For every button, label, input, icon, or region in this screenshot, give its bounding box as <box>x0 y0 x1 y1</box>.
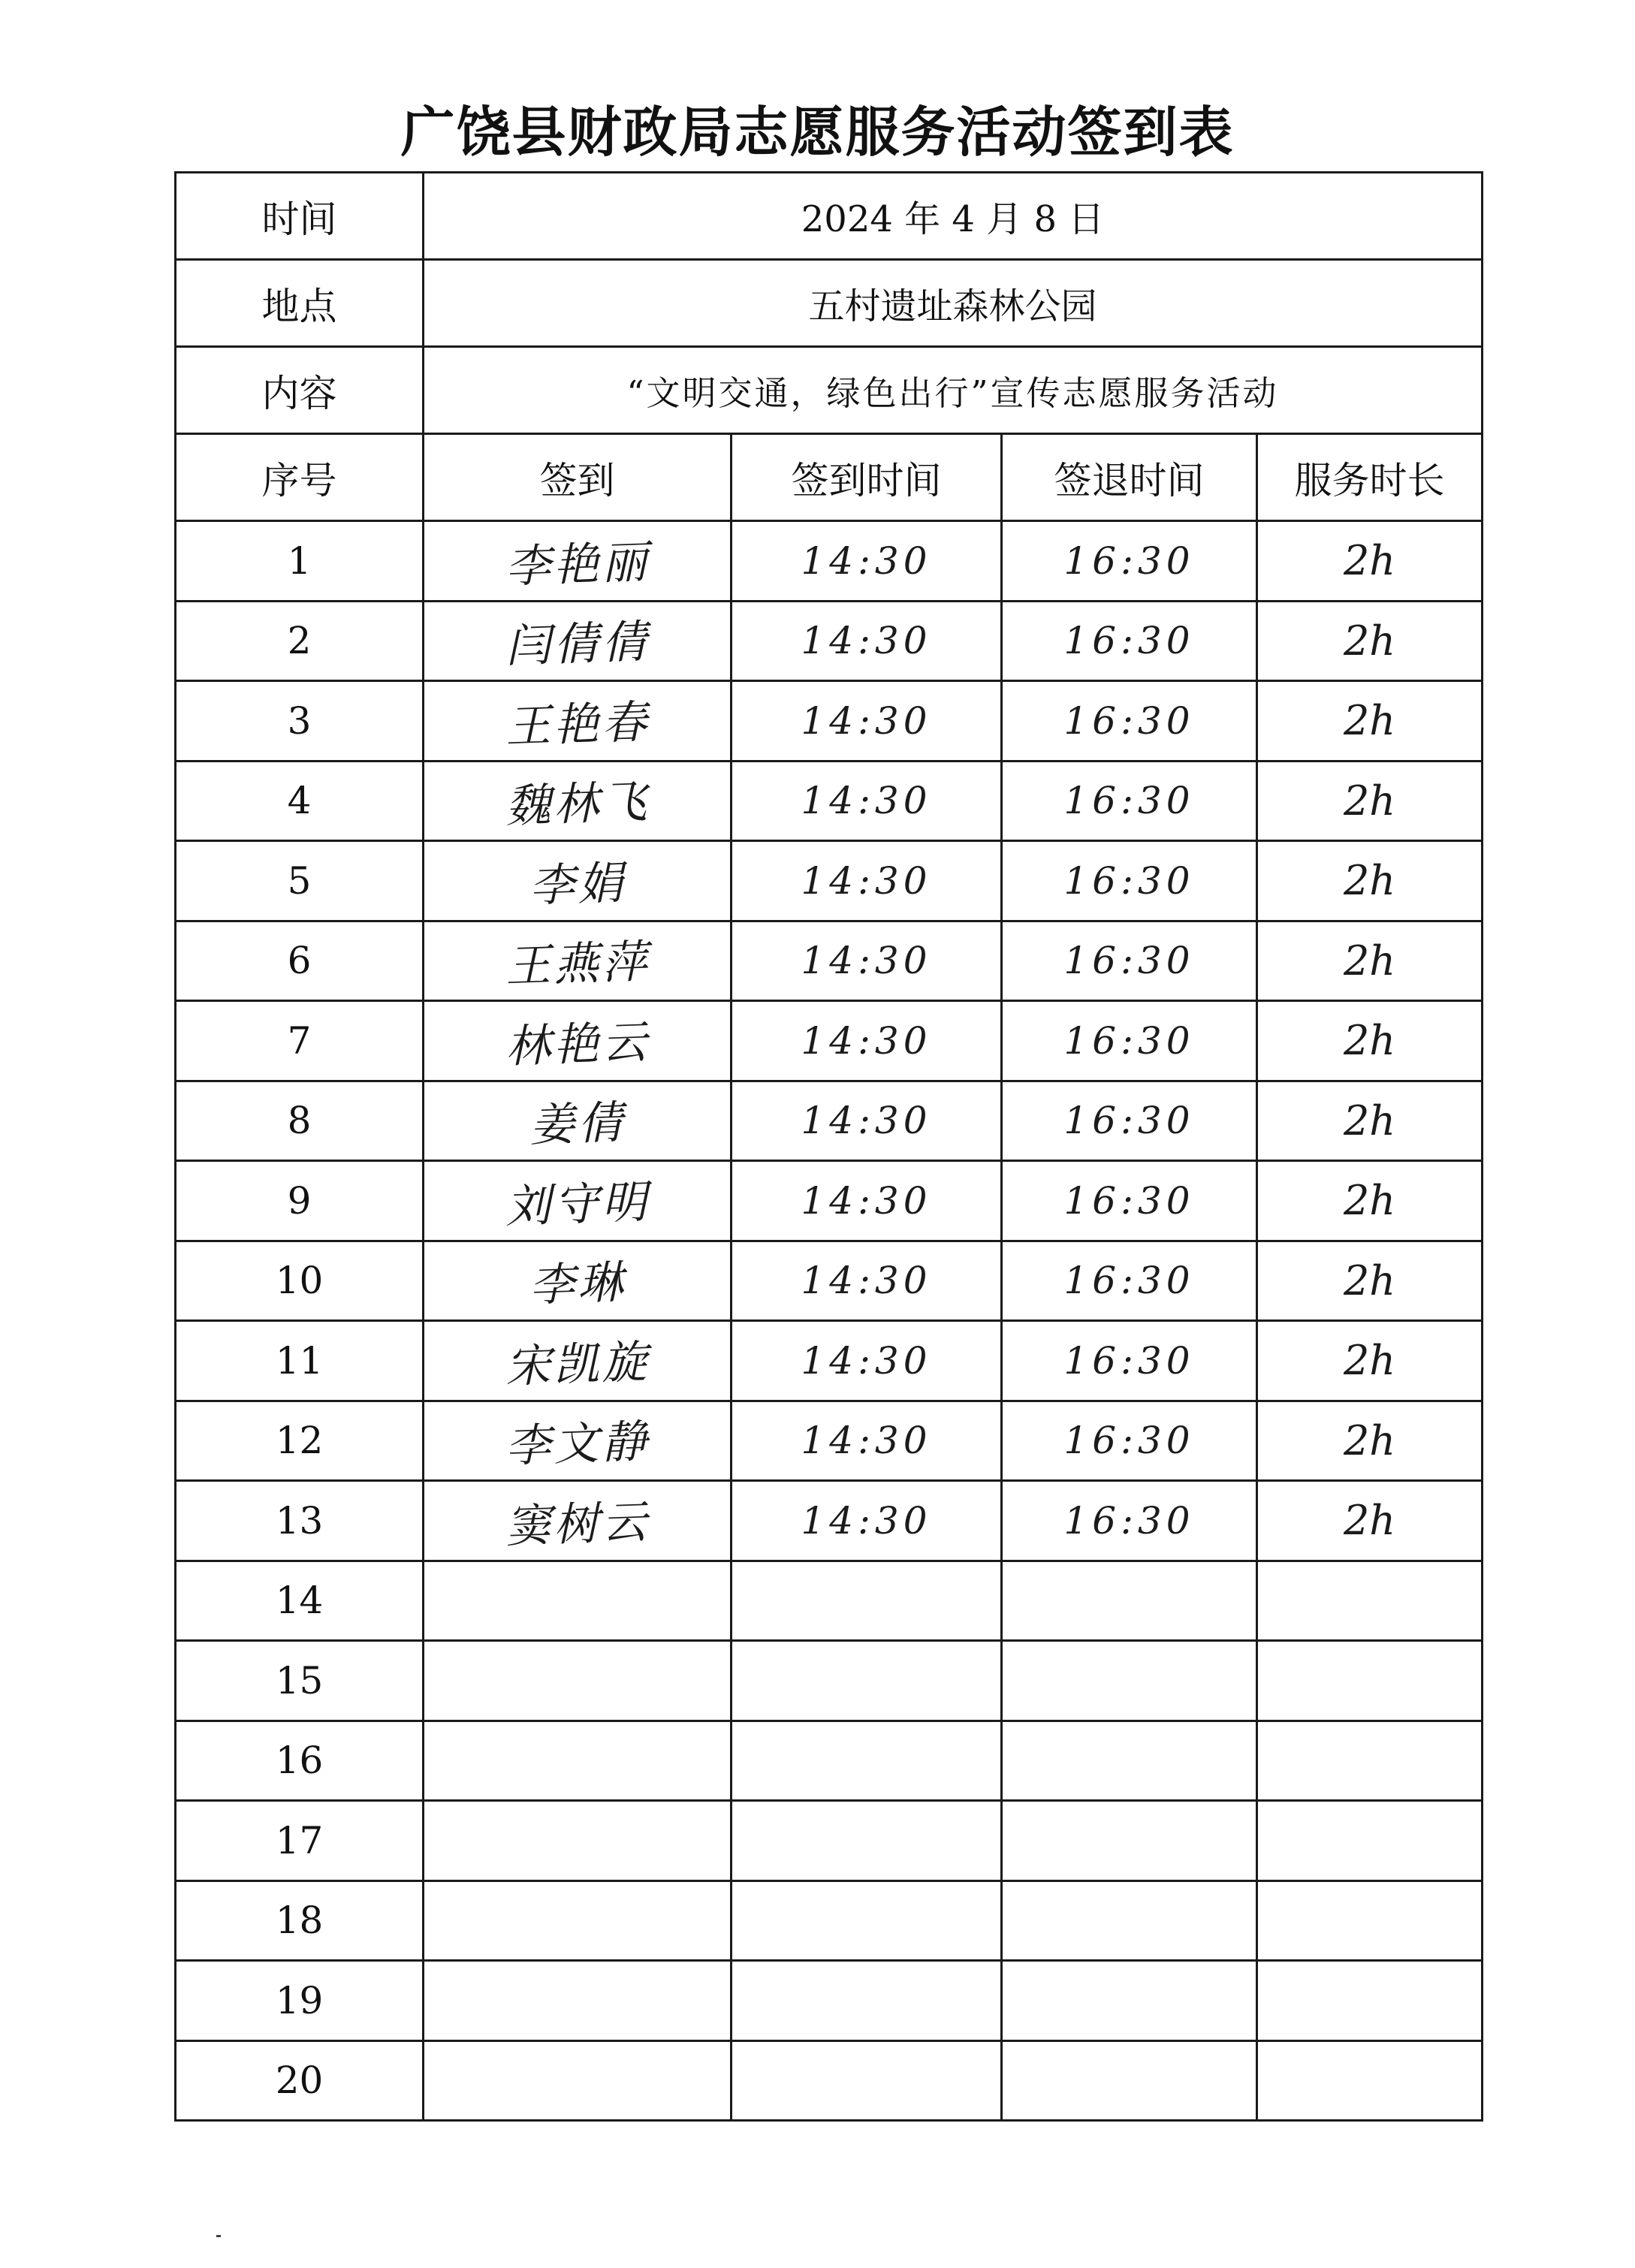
checkout-time: 16:30 <box>1063 1259 1195 1303</box>
service-duration-cell <box>1257 1241 1483 1321</box>
checkout-time-cell <box>1002 1401 1257 1481</box>
row-number: 11 <box>275 1338 324 1383</box>
checkout-time-cell <box>1002 601 1257 681</box>
signature-cell <box>424 1081 732 1161</box>
service-duration-cell <box>1257 1721 1483 1801</box>
checkin-time: 14:30 <box>801 939 932 983</box>
service-duration: 2h <box>1343 1096 1396 1145</box>
column-header-row <box>176 434 1483 521</box>
checkin-time: 14:30 <box>801 1099 932 1143</box>
checkin-time: 14:30 <box>801 779 932 823</box>
col-header-number: 序号 <box>176 434 424 521</box>
checkout-time: 16:30 <box>1063 538 1195 583</box>
checkout-time-cell <box>1002 761 1257 841</box>
signature: 林艳云 <box>504 1015 650 1074</box>
table-row <box>176 1081 1483 1161</box>
row-number-cell <box>176 1801 424 1881</box>
table-row <box>176 1161 1483 1241</box>
service-duration: 2h <box>1343 1337 1396 1385</box>
service-duration-cell <box>1257 1001 1483 1081</box>
service-duration: 2h <box>1343 777 1396 825</box>
checkout-time: 16:30 <box>1063 858 1195 903</box>
row-number-cell <box>176 1561 424 1641</box>
signature: 魏林飞 <box>504 775 650 834</box>
service-duration-cell <box>1257 761 1483 841</box>
row-number: 5 <box>287 858 312 903</box>
signature-cell <box>424 1321 732 1401</box>
table-row <box>176 1001 1483 1081</box>
signature: 李艳丽 <box>504 535 650 594</box>
col-header-checkin-time: 签到时间 <box>732 434 1002 521</box>
signature-cell <box>424 1481 732 1561</box>
checkin-time: 14:30 <box>801 698 932 743</box>
row-number-cell <box>176 1721 424 1801</box>
checkin-time-cell <box>732 921 1002 1001</box>
service-duration-cell <box>1257 841 1483 921</box>
row-number: 20 <box>275 2058 324 2103</box>
row-number-cell <box>176 1880 424 1961</box>
checkout-time-cell <box>1002 1641 1257 1721</box>
row-number: 3 <box>287 698 312 743</box>
service-duration-cell <box>1257 1561 1483 1641</box>
signature: 闫倩倩 <box>504 615 650 674</box>
checkout-time-cell <box>1002 2040 1257 2121</box>
service-duration: 2h <box>1343 537 1396 585</box>
row-number: 13 <box>275 1498 324 1543</box>
checkout-time: 16:30 <box>1063 619 1195 663</box>
scan-speck <box>216 2235 221 2237</box>
table-row <box>176 1801 1483 1881</box>
signature-cell <box>424 1880 732 1961</box>
row-number: 18 <box>275 1899 324 1943</box>
checkin-time: 14:30 <box>801 858 932 903</box>
document-title: 广饶县财政局志愿服务活动签到表 <box>400 101 1235 164</box>
table-row <box>176 1641 1483 1721</box>
row-number-cell <box>176 921 424 1001</box>
checkout-time-cell <box>1002 1801 1257 1881</box>
signature-cell <box>424 841 732 921</box>
checkin-time-cell <box>732 1561 1002 1641</box>
service-duration-cell <box>1257 521 1483 602</box>
signature-cell <box>424 921 732 1001</box>
checkout-time: 16:30 <box>1063 1099 1195 1143</box>
signature: 姜倩 <box>528 1096 626 1153</box>
checkout-time: 16:30 <box>1063 698 1195 743</box>
signature: 李娟 <box>528 856 626 912</box>
checkout-time-cell <box>1002 1880 1257 1961</box>
checkin-time: 14:30 <box>801 1018 932 1063</box>
service-duration-cell <box>1257 921 1483 1001</box>
service-duration: 2h <box>1343 1017 1396 1065</box>
service-duration-cell <box>1257 1321 1483 1401</box>
row-number: 8 <box>287 1099 312 1143</box>
row-number: 2 <box>287 619 312 663</box>
row-number-cell <box>176 681 424 762</box>
checkin-time: 14:30 <box>801 619 932 663</box>
service-duration-cell <box>1257 1161 1483 1241</box>
checkin-time: 14:30 <box>801 538 932 583</box>
checkin-time-cell <box>732 1161 1002 1241</box>
row-number-cell <box>176 2040 424 2121</box>
row-number: 9 <box>287 1178 312 1223</box>
checkin-time-cell <box>732 1481 1002 1561</box>
checkout-time-cell <box>1002 1241 1257 1321</box>
checkout-time: 16:30 <box>1063 1419 1195 1463</box>
row-number: 19 <box>275 1978 324 2022</box>
checkout-time-cell <box>1002 681 1257 762</box>
checkin-time-cell <box>732 1081 1002 1161</box>
table-row <box>176 1321 1483 1401</box>
row-number: 4 <box>287 779 312 823</box>
signature-cell <box>424 1401 732 1481</box>
checkin-time-cell <box>732 2040 1002 2121</box>
row-number-cell <box>176 601 424 681</box>
signature: 李琳 <box>528 1256 626 1313</box>
content-row <box>176 347 1483 434</box>
checkout-time-cell <box>1002 521 1257 602</box>
checkin-time-cell <box>732 1641 1002 1721</box>
row-number: 1 <box>287 538 312 583</box>
service-duration-cell <box>1257 681 1483 762</box>
checkout-time-cell <box>1002 1721 1257 1801</box>
time-label: 时间 <box>176 173 424 260</box>
service-duration-cell <box>1257 1961 1483 2041</box>
row-number-cell <box>176 841 424 921</box>
table-row <box>176 601 1483 681</box>
content-value: “文明交通，绿色出行”宣传志愿服务活动 <box>424 347 1483 434</box>
checkin-time-cell <box>732 1721 1002 1801</box>
signature-cell <box>424 761 732 841</box>
checkin-time-cell <box>732 521 1002 602</box>
content-label: 内容 <box>176 347 424 434</box>
row-number: 7 <box>287 1018 312 1063</box>
place-row <box>176 260 1483 347</box>
row-number: 10 <box>275 1259 324 1303</box>
table-row <box>176 1961 1483 2041</box>
checkin-time: 14:30 <box>801 1178 932 1223</box>
service-duration: 2h <box>1343 857 1396 905</box>
signature: 李文静 <box>504 1415 650 1473</box>
checkout-time-cell <box>1002 1001 1257 1081</box>
checkout-time-cell <box>1002 1561 1257 1641</box>
place-label: 地点 <box>176 260 424 347</box>
table-row <box>176 521 1483 602</box>
col-header-duration: 服务时长 <box>1257 434 1483 521</box>
checkout-time: 16:30 <box>1063 1498 1195 1543</box>
checkout-time: 16:30 <box>1063 779 1195 823</box>
checkin-time-cell <box>732 1001 1002 1081</box>
checkin-time-cell <box>732 1961 1002 2041</box>
row-number-cell <box>176 761 424 841</box>
signature: 王燕萍 <box>504 935 650 994</box>
row-number: 14 <box>275 1579 324 1623</box>
checkin-time-cell <box>732 761 1002 841</box>
time-row <box>176 173 1483 260</box>
checkout-time-cell <box>1002 921 1257 1001</box>
checkout-time-cell <box>1002 841 1257 921</box>
checkin-time-cell <box>732 1241 1002 1321</box>
checkout-time-cell <box>1002 1321 1257 1401</box>
signature-cell <box>424 2040 732 2121</box>
service-duration-cell <box>1257 1401 1483 1481</box>
checkin-time-cell <box>732 1321 1002 1401</box>
checkin-time-cell <box>732 601 1002 681</box>
signature-cell <box>424 601 732 681</box>
service-duration: 2h <box>1343 1177 1396 1225</box>
service-duration-cell <box>1257 2040 1483 2121</box>
checkin-time-cell <box>732 1880 1002 1961</box>
table-row <box>176 1481 1483 1561</box>
signature-cell <box>424 1561 732 1641</box>
signature-cell <box>424 1961 732 2041</box>
signature: 宋凯旋 <box>504 1335 650 1394</box>
service-duration: 2h <box>1343 617 1396 665</box>
row-number-cell <box>176 521 424 602</box>
checkin-time: 14:30 <box>801 1498 932 1543</box>
row-number-cell <box>176 1161 424 1241</box>
checkin-time-cell <box>732 1801 1002 1881</box>
signature-cell <box>424 681 732 762</box>
checkin-time-cell <box>732 841 1002 921</box>
checkin-time-cell <box>732 681 1002 762</box>
signature: 刘守明 <box>504 1175 650 1234</box>
table-row <box>176 761 1483 841</box>
table-row <box>176 1721 1483 1801</box>
signature-cell <box>424 1001 732 1081</box>
table-row <box>176 921 1483 1001</box>
signature: 窦树云 <box>504 1495 650 1554</box>
row-number: 15 <box>275 1658 324 1703</box>
service-duration-cell <box>1257 1880 1483 1961</box>
signature-cell <box>424 1721 732 1801</box>
signature-cell <box>424 1241 732 1321</box>
checkout-time-cell <box>1002 1961 1257 2041</box>
row-number: 12 <box>275 1419 324 1463</box>
table-row <box>176 681 1483 762</box>
row-number-cell <box>176 1001 424 1081</box>
col-header-checkout-time: 签退时间 <box>1002 434 1257 521</box>
checkout-time: 16:30 <box>1063 1178 1195 1223</box>
place-value: 五村遗址森林公园 <box>424 260 1483 347</box>
checkin-time: 14:30 <box>801 1338 932 1383</box>
row-number-cell <box>176 1321 424 1401</box>
service-duration-cell <box>1257 1801 1483 1881</box>
table-row <box>176 2040 1483 2121</box>
service-duration-cell <box>1257 1481 1483 1561</box>
col-header-signature: 签到 <box>424 434 732 521</box>
service-duration-cell <box>1257 1641 1483 1721</box>
row-number: 17 <box>275 1818 324 1862</box>
checkin-time-cell <box>732 1401 1002 1481</box>
row-number: 16 <box>275 1739 324 1783</box>
row-number: 6 <box>287 939 312 983</box>
service-duration-cell <box>1257 1081 1483 1161</box>
row-number-cell <box>176 1961 424 2041</box>
table-row <box>176 841 1483 921</box>
service-duration: 2h <box>1343 697 1396 745</box>
checkout-time: 16:30 <box>1063 1018 1195 1063</box>
checkout-time: 16:30 <box>1063 939 1195 983</box>
service-duration: 2h <box>1343 936 1396 985</box>
time-value: 2024 年 4 月 8 日 <box>424 173 1483 260</box>
checkin-time: 14:30 <box>801 1419 932 1463</box>
service-duration: 2h <box>1343 1416 1396 1464</box>
table-row <box>176 1241 1483 1321</box>
checkout-time-cell <box>1002 1481 1257 1561</box>
checkout-time: 16:30 <box>1063 1338 1195 1383</box>
checkout-time-cell <box>1002 1161 1257 1241</box>
sign-in-table <box>174 171 1483 2122</box>
signature-cell <box>424 1801 732 1881</box>
row-number-cell <box>176 1241 424 1321</box>
table-row <box>176 1561 1483 1641</box>
row-number-cell <box>176 1481 424 1561</box>
checkin-time: 14:30 <box>801 1259 932 1303</box>
service-duration: 2h <box>1343 1497 1396 1545</box>
signature: 王艳春 <box>504 695 650 754</box>
service-duration-cell <box>1257 601 1483 681</box>
signature-cell <box>424 521 732 602</box>
row-number-cell <box>176 1641 424 1721</box>
row-number-cell <box>176 1401 424 1481</box>
service-duration: 2h <box>1343 1256 1396 1304</box>
signature-cell <box>424 1641 732 1721</box>
table-row <box>176 1880 1483 1961</box>
checkout-time-cell <box>1002 1081 1257 1161</box>
table-row <box>176 1401 1483 1481</box>
row-number-cell <box>176 1081 424 1161</box>
signature-cell <box>424 1161 732 1241</box>
